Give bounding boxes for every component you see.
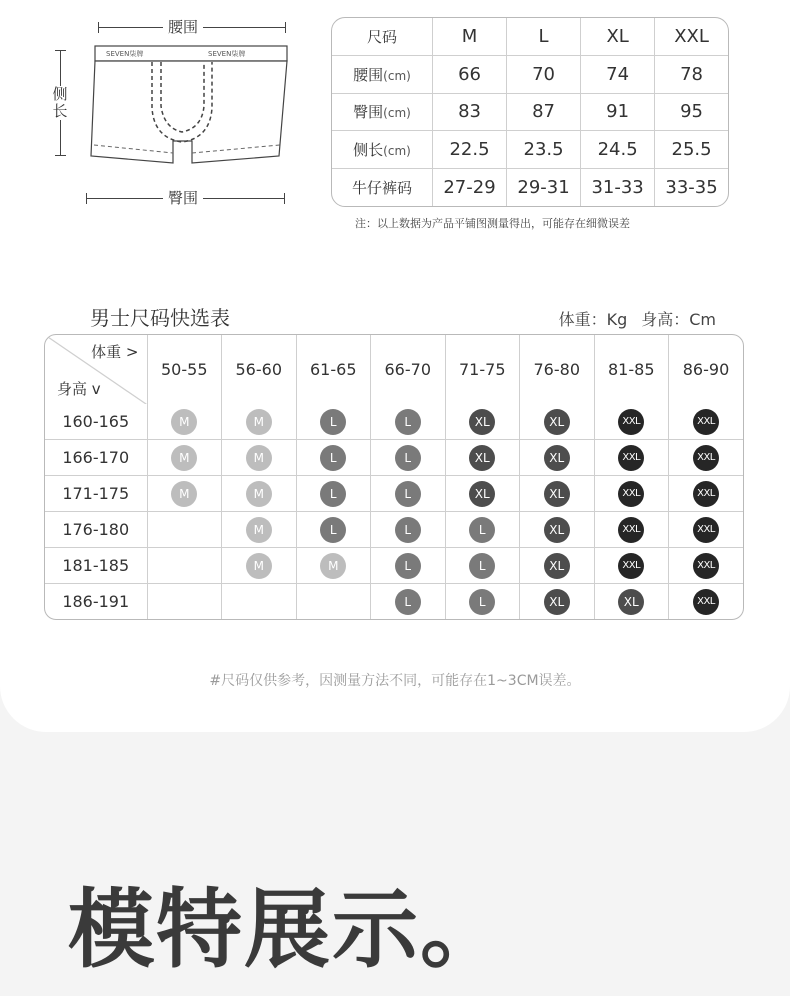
size-badge: XL bbox=[544, 517, 570, 543]
size-badge: XXL bbox=[693, 517, 719, 543]
size-cell bbox=[147, 476, 222, 512]
side-label: 侧长 bbox=[52, 85, 68, 120]
size-cell bbox=[147, 404, 222, 439]
weight-unit-label: 体重：Kg bbox=[558, 310, 628, 329]
size-badge: XL bbox=[618, 589, 644, 615]
size-cell bbox=[594, 404, 669, 439]
size-cell bbox=[147, 440, 222, 476]
size-badge: L bbox=[469, 589, 495, 615]
boxer-outline-icon bbox=[40, 8, 300, 218]
height-label-cell: 166-170 bbox=[45, 440, 147, 476]
weight-header-cell: 86-90 bbox=[682, 360, 730, 380]
size-badge: L bbox=[395, 553, 421, 579]
size-badge: XL bbox=[544, 481, 570, 507]
table-row bbox=[45, 404, 743, 439]
size-cell bbox=[147, 512, 222, 548]
weight-header-cell: 56-60 bbox=[222, 335, 297, 404]
size-cell bbox=[594, 476, 669, 512]
disclaimer-text: #尺码仅供参考，因测量方法不同，可能存在1~3CM误差。 bbox=[209, 673, 581, 689]
size-cell bbox=[669, 548, 744, 584]
size-table-row-label: 牛仔裤码 bbox=[332, 169, 433, 206]
size-cell bbox=[669, 440, 744, 476]
size-badge: L bbox=[469, 553, 495, 579]
size-badge: L bbox=[469, 517, 495, 543]
weight-header-cell: 66-70 bbox=[371, 335, 446, 404]
size-badge: M bbox=[171, 481, 197, 507]
size-cell bbox=[296, 476, 371, 512]
size-badge: M bbox=[320, 553, 346, 579]
weight-header-cell: 50-55 bbox=[147, 335, 222, 404]
size-cell bbox=[147, 584, 222, 619]
size-cell bbox=[296, 512, 371, 548]
size-badge: M bbox=[246, 445, 272, 471]
size-cell bbox=[222, 584, 297, 619]
size-cell bbox=[147, 548, 222, 584]
size-table-cell: 33-35 bbox=[665, 177, 718, 199]
size-cell bbox=[296, 548, 371, 584]
size-badge: XXL bbox=[693, 445, 719, 471]
size-cell bbox=[445, 512, 520, 548]
size-badge: XXL bbox=[693, 409, 719, 435]
size-cell bbox=[371, 584, 446, 619]
size-table-cell: 25.5 bbox=[655, 131, 728, 169]
size-cell bbox=[445, 476, 520, 512]
size-cell bbox=[371, 440, 446, 476]
size-table-header-cell: XL bbox=[581, 18, 655, 55]
size-badge: L bbox=[320, 445, 346, 471]
size-badge: L bbox=[395, 409, 421, 435]
size-badge: XXL bbox=[618, 481, 644, 507]
size-cell bbox=[669, 404, 744, 439]
size-table-header-cell: L bbox=[507, 18, 581, 55]
size-badge: M bbox=[171, 409, 197, 435]
size-cell bbox=[296, 404, 371, 439]
size-badge: M bbox=[246, 409, 272, 435]
table-row bbox=[45, 584, 743, 619]
size-table-cell: 91 bbox=[581, 93, 655, 131]
hip-label: 臀围 bbox=[163, 189, 203, 207]
size-table-cell: 31-33 bbox=[581, 169, 655, 206]
weight-header-cell: 71-75 bbox=[445, 335, 520, 404]
size-badge: XXL bbox=[618, 553, 644, 579]
size-badge: XXL bbox=[618, 445, 644, 471]
size-cell bbox=[296, 584, 371, 619]
table-row bbox=[45, 548, 743, 584]
size-table-row-label: 腰围(cm) bbox=[332, 55, 433, 93]
height-label-cell: 181-185 bbox=[45, 548, 147, 584]
size-badge: XL bbox=[544, 445, 570, 471]
size-cell bbox=[520, 476, 595, 512]
size-cell bbox=[222, 512, 297, 548]
size-badge: XL bbox=[544, 553, 570, 579]
size-cell bbox=[222, 440, 297, 476]
waist-label: 腰围 bbox=[163, 18, 203, 36]
size-badge: XL bbox=[469, 445, 495, 471]
size-table-header-cell: 尺码 bbox=[332, 18, 433, 55]
size-badge: L bbox=[395, 517, 421, 543]
size-cell bbox=[669, 584, 744, 619]
size-cell bbox=[594, 548, 669, 584]
size-badge: M bbox=[171, 445, 197, 471]
waistband-logo-left: SEVEN柒牌 bbox=[106, 50, 144, 58]
size-badge: L bbox=[395, 481, 421, 507]
size-table-row-label: 侧长(cm) bbox=[332, 131, 433, 169]
size-cell bbox=[222, 548, 297, 584]
size-table-cell: 24.5 bbox=[581, 131, 655, 169]
size-table-cell: 83 bbox=[433, 93, 507, 131]
size-cell bbox=[222, 476, 297, 512]
size-badge: L bbox=[395, 445, 421, 471]
size-badge: XL bbox=[469, 481, 495, 507]
size-cell bbox=[371, 512, 446, 548]
size-cell bbox=[296, 440, 371, 476]
table-row bbox=[45, 440, 743, 476]
size-table-header-cell: XXL bbox=[655, 18, 728, 55]
height-label-cell: 171-175 bbox=[45, 476, 147, 512]
size-cell bbox=[222, 404, 297, 439]
measurement-note: 注：以上数据为产品平铺图测量得出，可能存在细微误差 bbox=[355, 217, 630, 230]
size-badge: L bbox=[320, 409, 346, 435]
size-table-cell: 66 bbox=[433, 55, 507, 93]
size-cell bbox=[445, 584, 520, 619]
size-badge: XXL bbox=[693, 553, 719, 579]
size-cell bbox=[594, 512, 669, 548]
size-table-cell: 74 bbox=[581, 55, 655, 93]
size-badge: XXL bbox=[618, 517, 644, 543]
height-unit-label: 身高：Cm bbox=[641, 310, 716, 329]
size-cell bbox=[371, 548, 446, 584]
size-badge: XL bbox=[544, 409, 570, 435]
size-table-row-label: 臀围(cm) bbox=[332, 93, 433, 131]
size-table bbox=[331, 17, 729, 207]
size-table-cell: 95 bbox=[655, 93, 728, 131]
size-badge: XL bbox=[469, 409, 495, 435]
size-cell bbox=[445, 404, 520, 439]
size-cell bbox=[669, 476, 744, 512]
size-table-cell: 23.5 bbox=[507, 131, 581, 169]
size-table-cell: 29-31 bbox=[507, 169, 581, 206]
corner-weight-label: 体重 > bbox=[91, 343, 139, 361]
size-table-cell: 22.5 bbox=[433, 131, 507, 169]
height-label-cell: 186-191 bbox=[45, 584, 147, 619]
size-cell bbox=[520, 404, 595, 439]
size-table-cell: 70 bbox=[507, 55, 581, 93]
size-badge: L bbox=[320, 517, 346, 543]
size-cell bbox=[520, 584, 595, 619]
size-cell bbox=[520, 512, 595, 548]
size-badge: XL bbox=[544, 589, 570, 615]
size-badge: XXL bbox=[693, 481, 719, 507]
underwear-diagram bbox=[40, 8, 300, 218]
corner-cell bbox=[45, 335, 147, 404]
corner-height-label: 身高 v bbox=[57, 380, 101, 399]
size-cell bbox=[520, 440, 595, 476]
size-cell bbox=[371, 476, 446, 512]
height-label-cell: 160-165 bbox=[45, 404, 147, 439]
size-badge: XXL bbox=[618, 409, 644, 435]
size-cell bbox=[594, 584, 669, 619]
waistband-logo-right: SEVEN柒牌 bbox=[208, 50, 246, 58]
size-table-cell: 87 bbox=[507, 93, 581, 131]
size-cell bbox=[520, 548, 595, 584]
size-cell bbox=[371, 404, 446, 439]
size-badge: L bbox=[320, 481, 346, 507]
size-badge: L bbox=[395, 589, 421, 615]
weight-header-cell: 81-85 bbox=[594, 335, 669, 404]
size-badge: M bbox=[246, 517, 272, 543]
size-table-header-cell: M bbox=[433, 18, 507, 55]
height-label-cell: 176-180 bbox=[45, 512, 147, 548]
quick-select-units bbox=[545, 307, 716, 330]
size-table-cell: 78 bbox=[655, 55, 728, 93]
size-badge: XXL bbox=[693, 589, 719, 615]
size-cell bbox=[669, 512, 744, 548]
table-row bbox=[45, 476, 743, 512]
weight-header-cell: 76-80 bbox=[520, 335, 595, 404]
section-title: 模特展示。 bbox=[68, 880, 508, 980]
table-row bbox=[45, 512, 743, 548]
quick-select-table bbox=[44, 334, 744, 620]
size-cell bbox=[594, 440, 669, 476]
size-table-cell: 27-29 bbox=[433, 169, 507, 206]
size-badge: M bbox=[246, 553, 272, 579]
weight-header-cell: 61-65 bbox=[296, 335, 371, 404]
size-cell bbox=[445, 548, 520, 584]
size-badge: M bbox=[246, 481, 272, 507]
size-cell bbox=[445, 440, 520, 476]
quick-select-title: 男士尺码快选表 bbox=[90, 306, 230, 330]
